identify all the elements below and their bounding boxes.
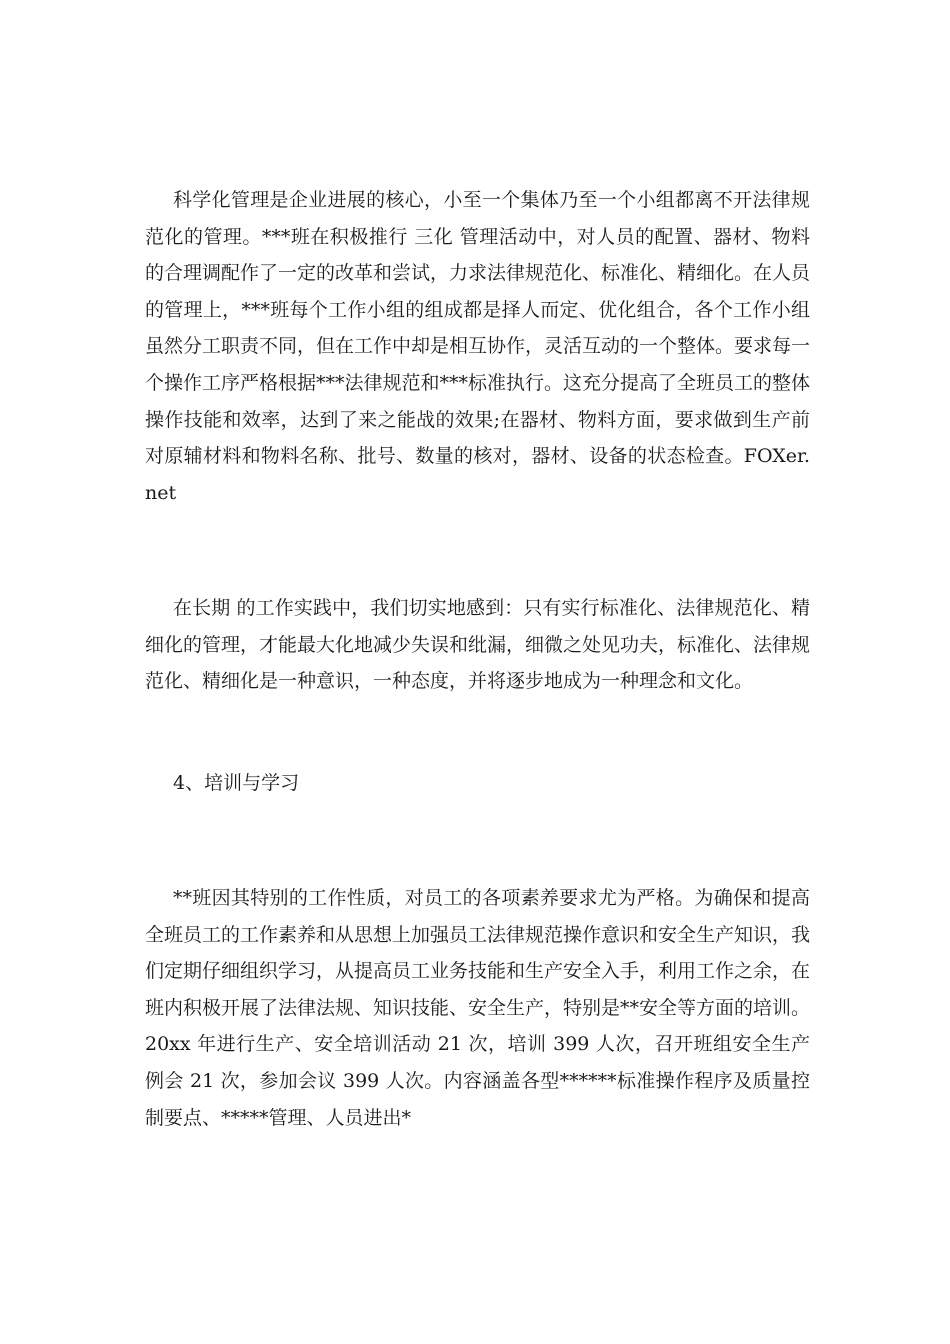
paragraph-practice: 在长期 的工作实践中，我们切实地感到：只有实行标准化、法律规范化、精细化的管理，才能最大化地减少失误和纰漏，细微之处见功夫，标准化、法律规范化、精细化是一种意识，一种态度，并将逐步地成为一种理念和文化。 <box>145 597 811 693</box>
paragraph-training: **班因其特别的工作性质，对员工的各项素养要求尤为严格。为确保和提高全班员工的工作素养和从思想上加强员工法律规范操作意识和安全生产知识，我们定期仔细组织学习，从提高员工业务技能和生产安全入手，利用工作之余，在班内积极开展了法律法规、知识技能、安全生产，特别是**安全等方面的培训。20xx 年进行生产、安全培训活动 21 次，培训 399 人次，召开班组安全生产例会 21 次，参加会议 399 人次。内容涵盖各型******标准操作程序及质量控制要点、*****管理、人员进出* <box>145 887 811 1129</box>
section-heading-training: 4、培训与学习 <box>173 772 300 794</box>
paragraph-management: 科学化管理是企业进展的核心，小至一个集体乃至一个小组都离不开法律规范化的管理。***班在积极推行 三化 管理活动中，对人员的配置、器材、物料的合理调配作了一定的改革和尝试，力求法律规范化、标准化、精细化。在人员的管理上，***班每个工作小组的组成都是择人而定、优化组合，各个工作小组虽然分工职责不同，但在工作中却是相互协作，灵活互动的一个整体。要求每一个操作工序严格根据***法律规范和***标准执行。这充分提高了全班员工的整体操作技能和效率，达到了来之能战的效果;在器材、物料方面，要求做到生产前对原辅材料和物料名称、批号、数量的核对，器材、设备的状态检查。FOXer.net <box>145 189 811 504</box>
